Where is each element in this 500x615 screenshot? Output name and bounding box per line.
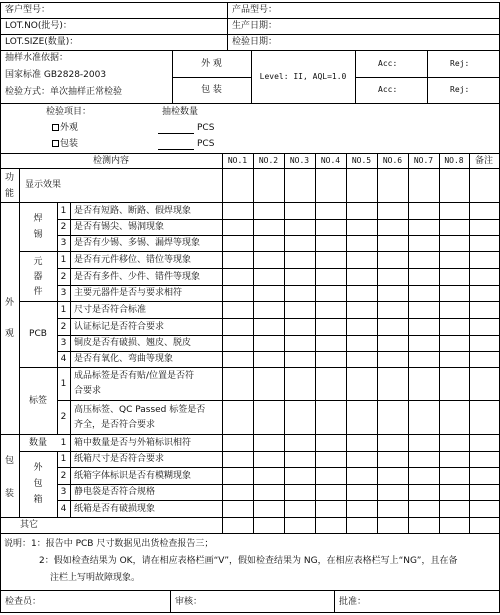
- note-line-1: 说明：1：报告中 PCB 尺寸数据见出货检查报告三；: [4, 539, 214, 549]
- sampling-level: Level: II, AQL=1.0: [259, 72, 347, 81]
- rule: [222, 153, 223, 533]
- rule: [57, 335, 500, 336]
- qty-packaging-field[interactable]: [158, 138, 214, 150]
- rule: [227, 2, 228, 50]
- quantity-label: 数量: [28, 438, 47, 448]
- option-packaging[interactable]: [52, 138, 78, 150]
- rule: [253, 153, 254, 533]
- packaging-group-char2: 装: [4, 489, 14, 499]
- row-number: 2: [60, 471, 67, 481]
- option-packaging-label: 包装: [60, 139, 79, 149]
- rule: [0, 533, 500, 534]
- reviewer-label: 审核：: [175, 597, 203, 607]
- components-label-char3: 件: [33, 287, 43, 297]
- row-number: 1: [60, 438, 67, 448]
- rule: [57, 318, 500, 319]
- rej-appearance: Rej:: [450, 59, 470, 68]
- rule: [408, 153, 409, 533]
- rule: [334, 590, 335, 613]
- row-number: 2: [60, 272, 67, 282]
- col-header-remark: 备注: [474, 156, 493, 166]
- customer-model-label: 客户型号：: [5, 5, 51, 15]
- check-item: 是否有短路、断路、假焊现象: [74, 206, 192, 216]
- label-sec-label: 标签: [28, 396, 47, 406]
- row-number: 2: [60, 322, 67, 332]
- rule: [57, 484, 500, 485]
- check-item: 铜皮是否有破损、翘皮、脱皮: [74, 338, 192, 348]
- check-item: 是否有少锡、多锡、漏焊等现象: [74, 238, 201, 248]
- col-header-no6: NO.6: [382, 156, 403, 165]
- rule: [0, 103, 500, 104]
- rule: [57, 400, 500, 401]
- check-item: 高压标签、QC Passed 标签是否: [74, 405, 206, 415]
- pcs-unit: PCS: [197, 139, 215, 149]
- inspection-date-label: 检验日期：: [232, 37, 278, 47]
- rule: [57, 500, 500, 501]
- qty-appearance-field[interactable]: [158, 122, 214, 134]
- col-header-no3: NO.3: [289, 156, 310, 165]
- check-item: 纸箱字体标识是否有模糊现象: [74, 471, 192, 481]
- check-item: 成品标签是否有贴/位置是否符: [74, 371, 195, 381]
- rule: [57, 467, 500, 468]
- components-label-char2: 器: [33, 272, 43, 282]
- inspector-label: 检查员：: [5, 597, 42, 607]
- row-number: 1: [60, 305, 67, 315]
- sampling-standard: 国家标准 GB2828-2003: [5, 70, 107, 80]
- appearance-group-char2: 观: [4, 329, 14, 339]
- row-number: 4: [60, 354, 67, 364]
- components-label-char1: 元: [33, 257, 43, 267]
- row-number: 2: [60, 412, 67, 422]
- row-number: 4: [60, 504, 67, 514]
- checkbox[interactable]: [52, 140, 59, 147]
- solder-label-char1: 焊: [33, 214, 43, 224]
- rule: [57, 268, 500, 269]
- rule: [0, 434, 500, 435]
- appearance-group-char1: 外: [4, 298, 14, 308]
- rule: [57, 351, 500, 352]
- checkbox[interactable]: [52, 124, 59, 131]
- row-number: 1: [60, 379, 67, 389]
- pcb-label: PCB: [29, 329, 47, 339]
- col-header-no7: NO.7: [413, 156, 434, 165]
- rule: [355, 77, 500, 78]
- rule: [0, 18, 500, 19]
- row-number: 3: [60, 338, 67, 348]
- function-item: 显示效果: [25, 180, 62, 190]
- product-model-label: 产品型号：: [232, 5, 278, 15]
- blank-line[interactable]: [158, 124, 194, 134]
- blank-line[interactable]: [158, 140, 194, 150]
- function-group-char2: 能: [4, 189, 14, 199]
- rule: [0, 50, 500, 51]
- rej-packaging: Rej:: [450, 85, 470, 94]
- col-header-content: 检测内容: [92, 156, 129, 166]
- acc-packaging: Acc:: [378, 85, 398, 94]
- border-top: [0, 2, 500, 3]
- check-item: 纸箱是否有破损现象: [74, 504, 156, 514]
- rule: [346, 153, 347, 533]
- rule: [284, 153, 285, 533]
- check-item: 认证标记是否符合要求: [74, 322, 165, 332]
- outer-box-label-char1: 外: [33, 463, 43, 473]
- border-bottom: [0, 612, 500, 613]
- rule: [0, 590, 500, 591]
- rule: [0, 34, 500, 35]
- check-item: 是否有多件、少件、错件等现象: [74, 272, 201, 282]
- rule: [0, 153, 500, 154]
- col-header-no2: NO.2: [258, 156, 279, 165]
- row-number: 1: [60, 255, 67, 265]
- row-number: 3: [60, 238, 67, 248]
- production-date-label: 生产日期：: [232, 21, 278, 31]
- col-header-no8: NO.8: [444, 156, 464, 165]
- row-number: 3: [60, 487, 67, 497]
- option-appearance[interactable]: [52, 122, 78, 134]
- check-item: 纸箱尺寸是否符合要求: [74, 454, 165, 464]
- note-line-2: 2：假如检查结果为 OK，请在相应表格栏画“V”，假如检查结果为 NG，在相应表格栏写上“NG”，且在备: [39, 556, 458, 566]
- rule: [70, 202, 71, 517]
- check-item: 是否有锡尖、锡洞现象: [74, 222, 165, 232]
- rule: [0, 202, 500, 203]
- check-item: 合要求: [74, 386, 102, 396]
- solder-label-char2: 锡: [33, 230, 43, 240]
- sampling-appearance: 外 观: [201, 59, 222, 69]
- col-header-no5: NO.5: [351, 156, 372, 165]
- rule: [19, 451, 500, 452]
- row-number: 2: [60, 222, 67, 232]
- rule: [315, 153, 316, 533]
- packaging-group-char1: 包: [4, 456, 14, 466]
- rule: [19, 367, 500, 368]
- rule: [57, 219, 500, 220]
- option-appearance-label: 外观: [60, 123, 79, 133]
- rule: [57, 235, 500, 236]
- row-number: 1: [60, 454, 67, 464]
- lot-no-label: LOT.NO(批号)：: [5, 21, 72, 31]
- check-item: 主要元器件是否与要求相符: [74, 288, 183, 298]
- col-header-no4: NO.4: [320, 156, 341, 165]
- rule: [172, 77, 251, 78]
- function-group-char1: 功: [4, 173, 14, 183]
- qty-title: 抽检数量: [162, 107, 199, 117]
- lot-size-label: LOT.SIZE(数量)：: [5, 37, 79, 47]
- check-item: 箱中数量是否与外箱标识相符: [74, 438, 192, 448]
- outer-box-label-char3: 箱: [33, 495, 43, 505]
- rule: [19, 301, 500, 302]
- row-number: 3: [60, 288, 67, 298]
- other-label: 其它: [20, 520, 39, 530]
- rule: [57, 285, 500, 286]
- rule: [439, 153, 440, 533]
- rule: [19, 251, 500, 252]
- approver-label: 批准：: [339, 597, 367, 607]
- rule: [469, 153, 470, 533]
- pcs-unit: PCS: [197, 123, 215, 133]
- check-item: 尺寸是否符合标准: [74, 305, 147, 315]
- acc-appearance: Acc:: [378, 59, 398, 68]
- check-item: 是否有元件移位、错位等现象: [74, 255, 192, 265]
- col-header-no1: NO.1: [227, 156, 248, 165]
- items-title: 检验项目：: [46, 107, 92, 117]
- rule: [0, 517, 500, 518]
- outer-box-label-char2: 包: [33, 479, 43, 489]
- check-item: 是否有氧化、弯曲等现象: [74, 354, 174, 364]
- rule: [0, 168, 500, 169]
- sampling-method: 检验方式：单次抽样正常检验: [5, 87, 123, 97]
- note-line-3: 注栏上写明故障现象。: [50, 573, 141, 583]
- check-item: 静电袋是否符合规格: [74, 487, 156, 497]
- check-item: 齐全，是否符合要求: [74, 420, 156, 430]
- row-number: 1: [60, 206, 67, 216]
- rule: [170, 590, 171, 613]
- rule: [377, 153, 378, 533]
- sampling-packaging: 包 装: [201, 85, 222, 95]
- sampling-basis-title: 抽样水准依据：: [5, 53, 69, 63]
